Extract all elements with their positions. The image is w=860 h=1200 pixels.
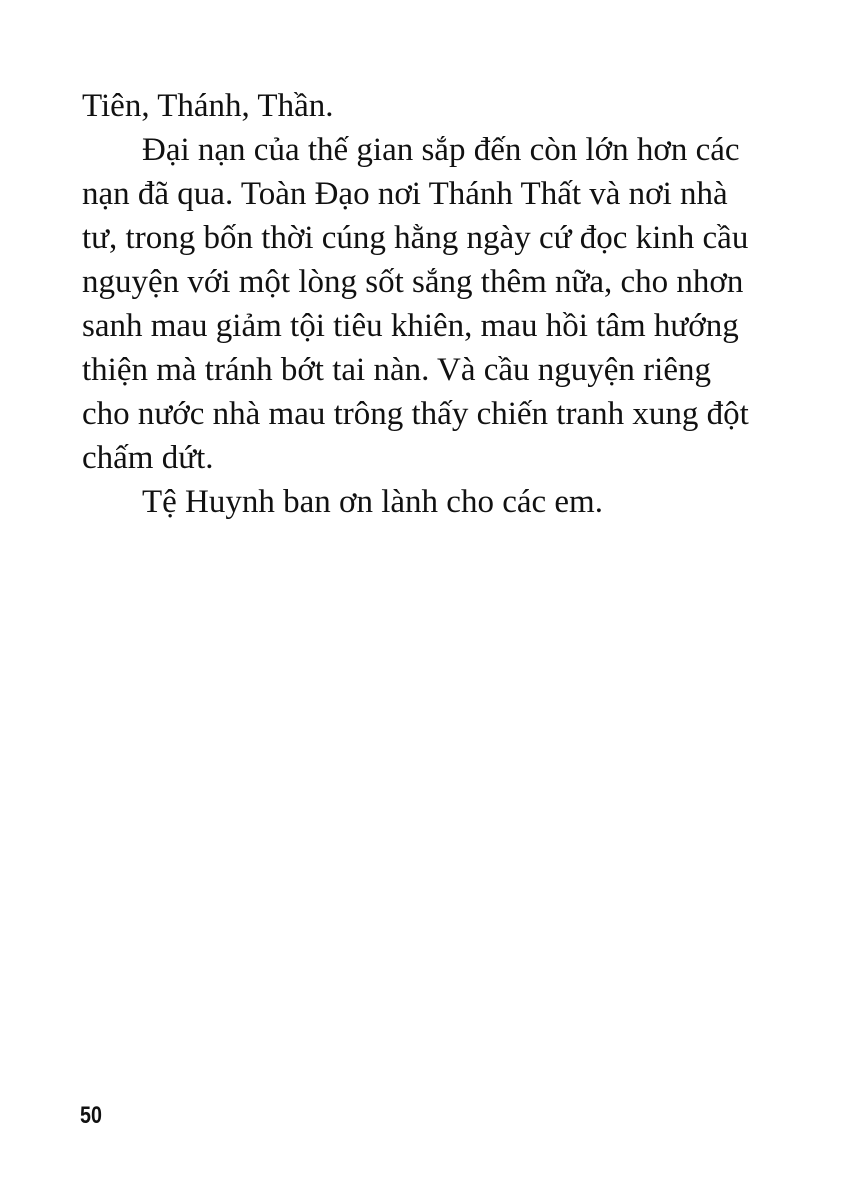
text-line: nạn đã qua. Toàn Đạo nơi Thánh Thất và nơi nhà [82,176,728,212]
text-line: Tiên, Thánh, Thần. [82,88,334,124]
text-line: tư, trong bốn thời cúng hằng ngày cứ đọc kinh cầu [82,220,749,256]
closing-line: Tệ Huynh ban ơn lành cho các em. [142,484,603,520]
text-line: nguyện với một lòng sốt sắng thêm nữa, cho nhơn [82,264,744,300]
text-line: sanh mau giảm tội tiêu khiên, mau hồi tâm hướng [82,308,739,344]
text-line: chấm dứt. [82,440,214,476]
paragraph-first-line: Đại nạn của thế gian sắp đến còn lớn hơn các [142,132,740,168]
text-line: cho nước nhà mau trông thấy chiến tranh xung đột [82,396,749,432]
text-line: thiện mà tránh bớt tai nàn. Và cầu nguyện riêng [82,352,711,388]
page-body [82,84,782,524]
page-number: 50 [80,1102,102,1129]
